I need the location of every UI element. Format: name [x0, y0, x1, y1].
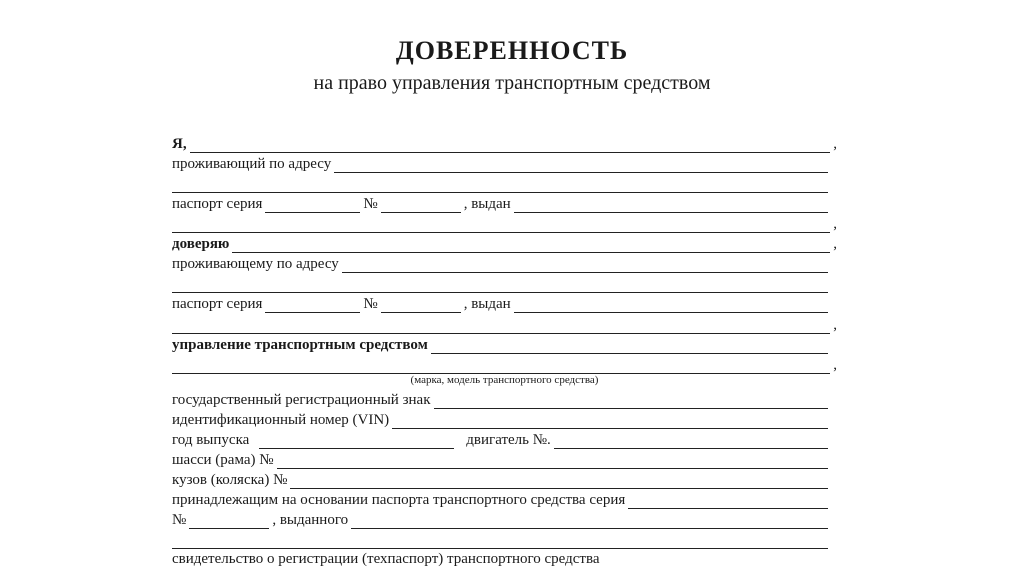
engine-field[interactable] [554, 434, 828, 449]
label-number: № [363, 196, 378, 212]
body-field[interactable] [290, 474, 828, 489]
label-certificate: свидетельство о регистрации (техпаспорт) транспортного средства [172, 551, 600, 567]
trustee-name-field[interactable] [232, 238, 830, 253]
comma: , [833, 317, 837, 333]
row-trustee [172, 235, 837, 253]
row-vehicle-cont [172, 356, 837, 374]
comma: , [833, 216, 837, 232]
trustee-issued-field-2[interactable] [172, 319, 830, 334]
trustee-address-field[interactable] [342, 258, 828, 273]
principal-issued-field-2[interactable] [172, 218, 830, 233]
reg-plate-field[interactable] [434, 394, 829, 409]
trustee-passport-series-field[interactable] [265, 298, 360, 313]
principal-passport-issued-field[interactable] [514, 198, 828, 213]
label-year: год выпуска [172, 432, 250, 448]
row-vehicle-control [172, 336, 837, 354]
pts-issued-field-2[interactable] [172, 534, 828, 549]
label-body: кузов (коляска) № [172, 472, 288, 488]
row-pts-issued-cont [172, 531, 837, 549]
chassis-field[interactable] [277, 454, 828, 469]
principal-address-field-2[interactable] [172, 178, 828, 193]
label-vehicle-control: управление транспортным средством [172, 337, 428, 353]
principal-passport-series-field[interactable] [265, 198, 360, 213]
document-title: ДОВЕРЕННОСТЬ [395, 36, 629, 65]
document-subtitle: на право управления транспортным средством [313, 72, 711, 94]
row-pts-number [172, 511, 837, 529]
row-principal-issued-cont [172, 215, 837, 233]
row-year-engine [172, 431, 837, 449]
comma: , [833, 357, 837, 373]
row-trustee-issued-cont [172, 316, 837, 334]
comma: , [833, 136, 837, 152]
row-principal-address [172, 155, 837, 173]
row-principal-address-cont [172, 175, 837, 193]
label-address-2: проживающему по адресу [172, 256, 339, 272]
row-principal [172, 135, 837, 153]
row-trustee-address [172, 255, 837, 273]
comma: , [833, 236, 837, 252]
label-trust: доверяю [172, 236, 230, 252]
label-ya: Я, [172, 136, 187, 152]
vehicle-make-field[interactable] [431, 339, 828, 354]
label-address: проживающий по адресу [172, 156, 332, 172]
row-vin [172, 411, 837, 429]
label-number-3: № [172, 512, 187, 528]
vin-field[interactable] [392, 414, 828, 429]
make-model-caption: (марка, модель транспортного средства) [410, 374, 599, 386]
label-engine: двигатель №. [466, 432, 551, 448]
label-number-2: № [363, 296, 378, 312]
pts-series-field[interactable] [628, 494, 828, 509]
principal-name-field[interactable] [190, 138, 831, 153]
trustee-passport-issued-field[interactable] [514, 298, 828, 313]
pts-number-field[interactable] [189, 514, 269, 529]
label-issued-2: , выдан [463, 296, 511, 312]
principal-address-field[interactable] [334, 158, 828, 173]
label-vin: идентификационный номер (VIN) [172, 412, 390, 428]
row-trustee-passport [172, 295, 837, 313]
row-certificate [172, 550, 837, 568]
label-chassis: шасси (рама) № [172, 452, 274, 468]
label-belongs: принадлежащим на основании паспорта транспортного средства серия [172, 492, 626, 508]
trustee-address-field-2[interactable] [172, 278, 828, 293]
label-issued-3: , выданного [272, 512, 349, 528]
label-issued: , выдан [463, 196, 511, 212]
label-reg-plate: государственный регистрационный знак [172, 392, 431, 408]
vehicle-make-field-2[interactable] [172, 359, 830, 374]
row-belongs [172, 491, 837, 509]
label-passport-series: паспорт серия [172, 196, 263, 212]
principal-passport-number-field[interactable] [381, 198, 461, 213]
year-field[interactable] [259, 434, 454, 449]
row-trustee-address-cont [172, 275, 837, 293]
row-body [172, 471, 837, 489]
row-reg-plate [172, 391, 837, 409]
label-passport-series-2: паспорт серия [172, 296, 263, 312]
row-principal-passport [172, 195, 837, 213]
row-chassis [172, 451, 837, 469]
pts-issued-field[interactable] [351, 514, 828, 529]
trustee-passport-number-field[interactable] [381, 298, 461, 313]
